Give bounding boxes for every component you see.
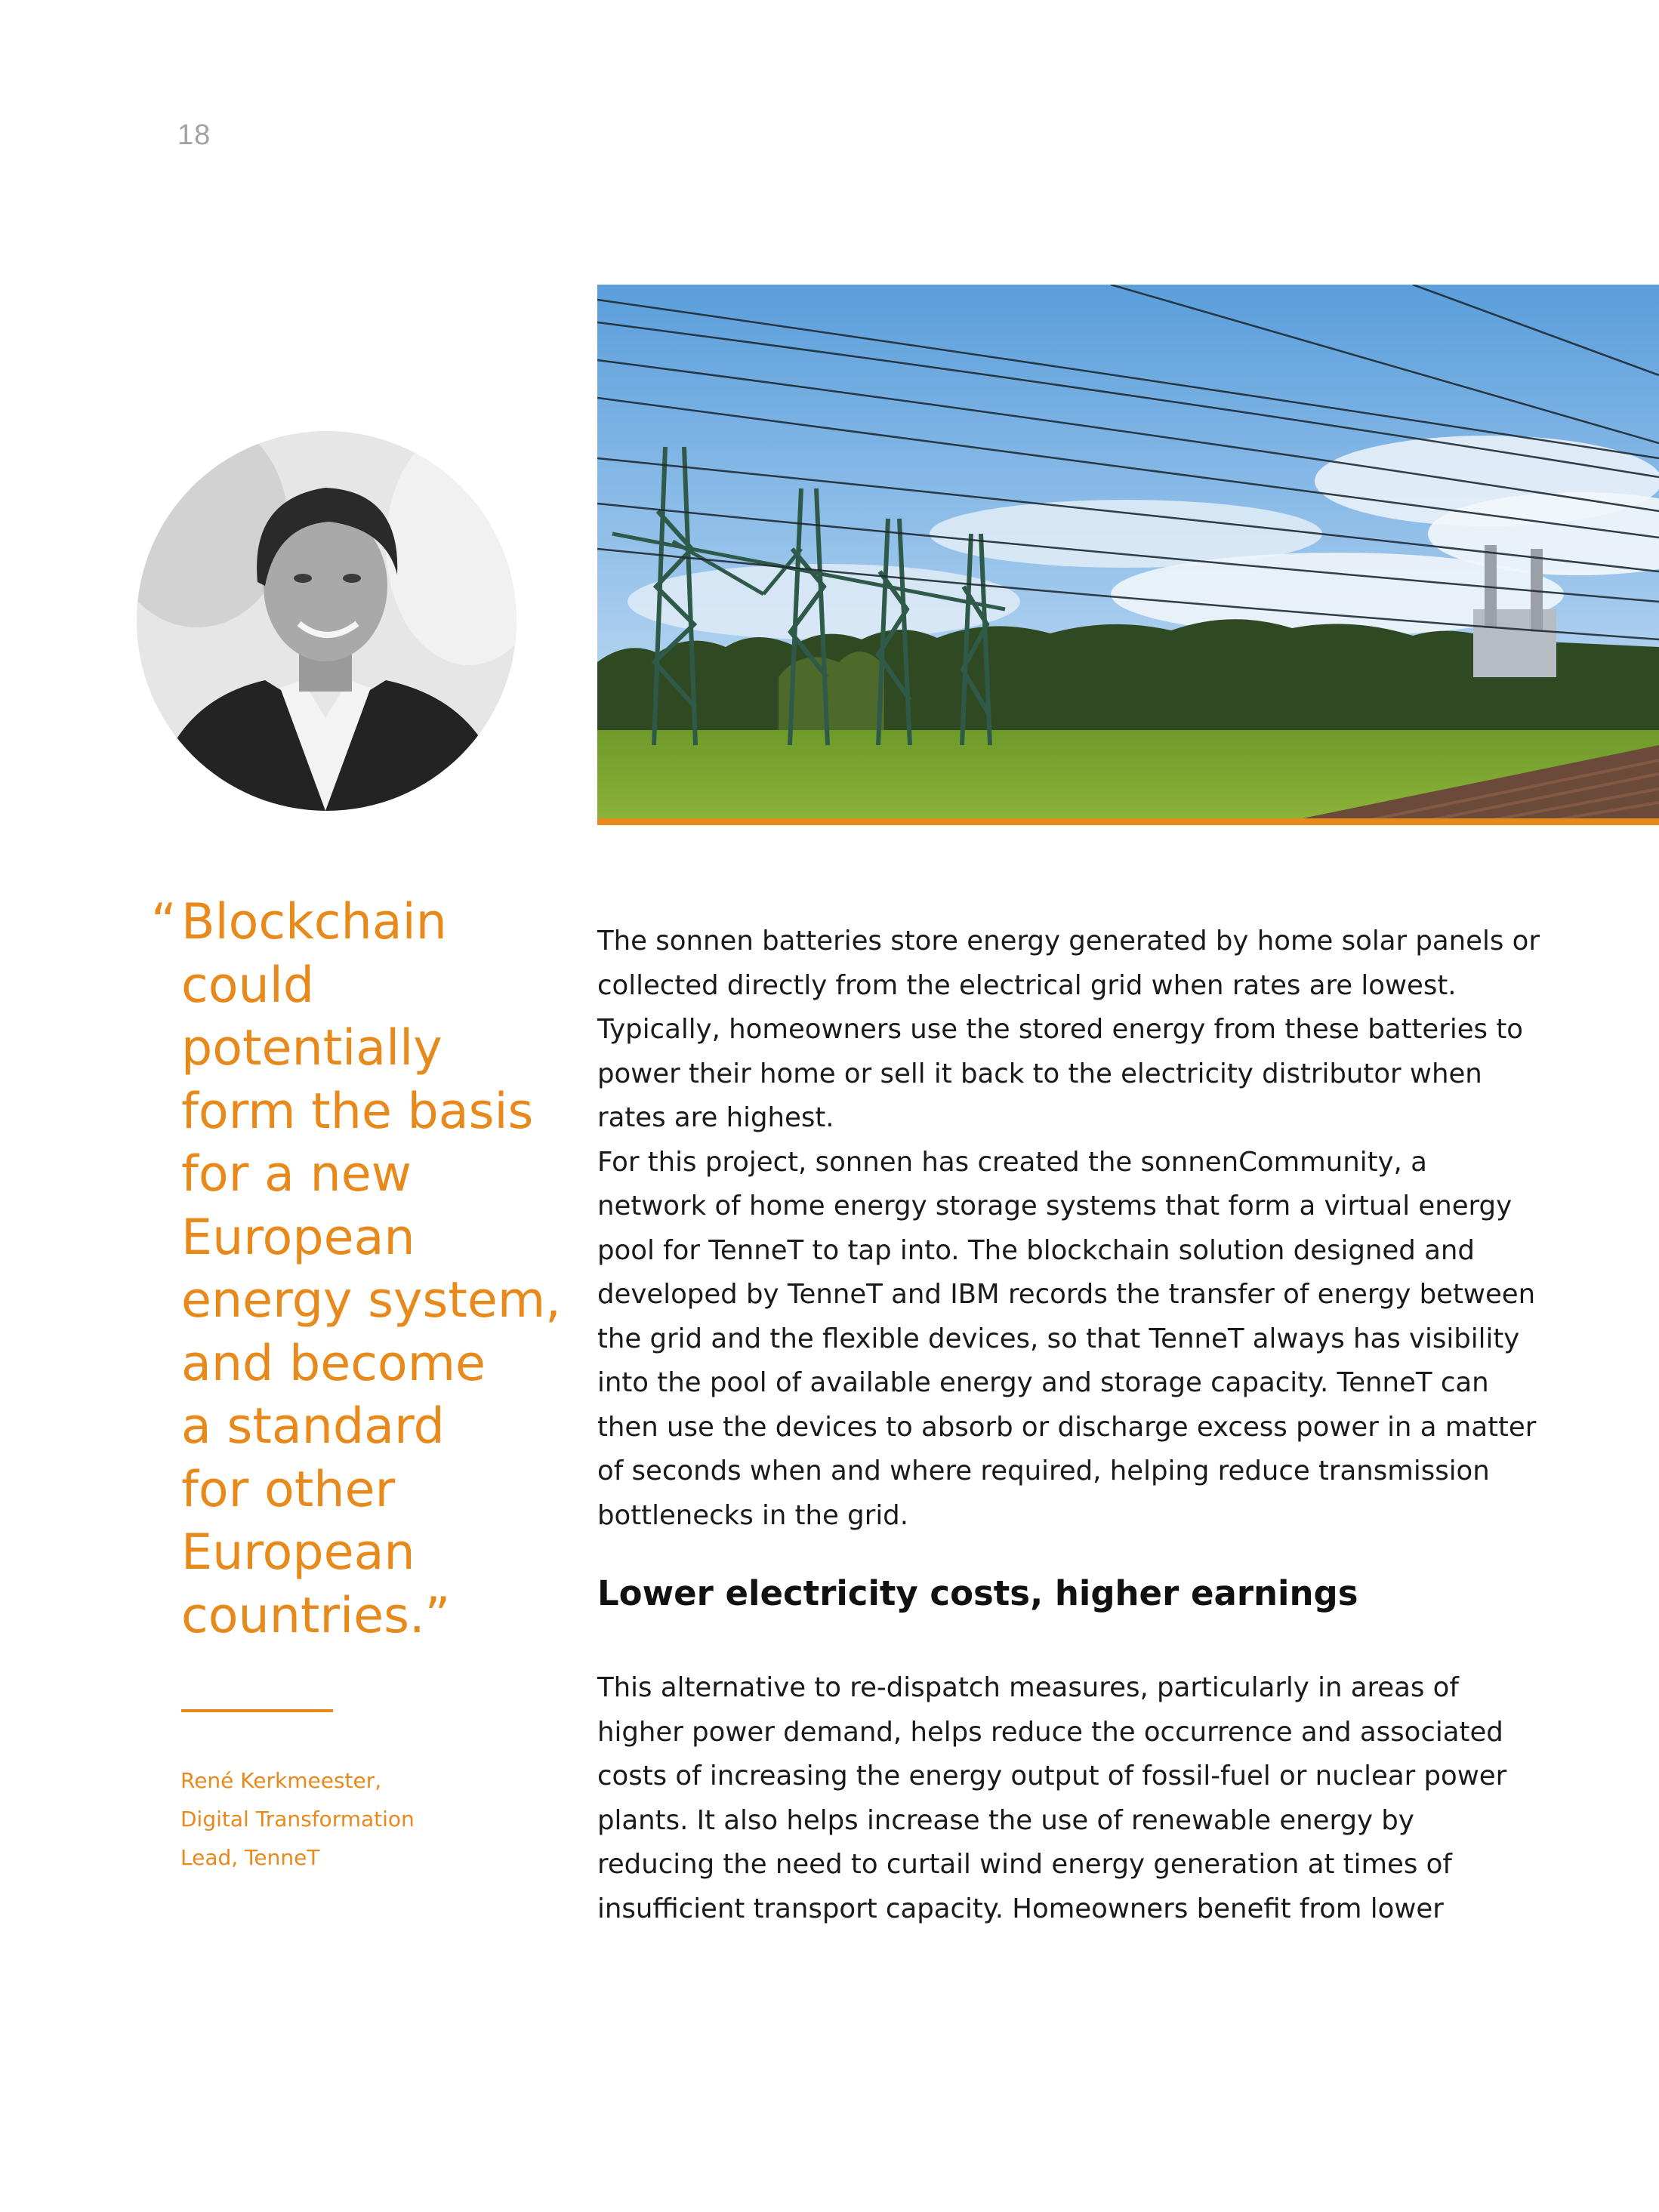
body-line: This alternative to re-dispatch measures, particularly in areas of [597, 1672, 1459, 1703]
attribution-title: Digital Transformation [180, 1807, 415, 1832]
page-number: 18 [177, 119, 211, 151]
landscape-photo [597, 285, 1659, 824]
body-line: network of home energy storage systems that form a virtual energy [597, 1191, 1513, 1222]
body-line: pool for TenneT to tap into. The blockchain solution designed and [597, 1234, 1475, 1266]
quote-line: for other [181, 1461, 396, 1518]
body-line: higher power demand, helps reduce the occurrence and associated [597, 1716, 1503, 1748]
quote-line: countries.” [181, 1587, 451, 1644]
body-line: reducing the need to curtail wind energy generation at times of [597, 1849, 1452, 1880]
body-line: The sonnen batteries store energy generated by home solar panels or [597, 926, 1540, 957]
speaker-portrait [137, 431, 517, 811]
quote-line: for a new [181, 1146, 412, 1203]
quote-line: Blockchain [181, 894, 447, 950]
body-line: Typically, homeowners use the stored energy from these batteries to [597, 1014, 1523, 1045]
body-line: power their home or sell it back to the electricity distributor when [597, 1058, 1482, 1089]
body-line: into the pool of available energy and storage capacity. TenneT can [597, 1367, 1489, 1398]
body-line: plants. It also helps increase the use of renewable energy by [597, 1804, 1414, 1836]
body-line: of seconds when and where required, helping reduce transmission [597, 1456, 1490, 1486]
quote-line: a standard [181, 1398, 445, 1455]
body-line: costs of increasing the energy output of fossil-fuel or nuclear power [597, 1761, 1507, 1791]
attribution-title: Lead, TenneT [180, 1845, 320, 1870]
quote-line: European [181, 1524, 415, 1581]
body-line: bottlenecks in the grid. [597, 1499, 908, 1531]
quote-line: form the basis [181, 1083, 534, 1140]
quote-line: energy system, [181, 1272, 561, 1329]
photo-accent-rule [597, 818, 1659, 825]
section-heading: Lower electricity costs, higher earnings [597, 1573, 1358, 1613]
body-line: insufficient transport capacity. Homeowners benefit from lower [597, 1893, 1444, 1924]
quote-line: European [181, 1209, 415, 1266]
body-paragraph-2 [597, 1666, 1526, 1931]
body-line: For this project, sonnen has created the sonnenCommunity, a [597, 1146, 1427, 1178]
body-line: collected directly from the electrical grid when rates are lowest. [597, 969, 1457, 1001]
quote-line: potentially [181, 1020, 443, 1077]
quote-line: and become [181, 1335, 486, 1392]
quote-line: could [181, 957, 315, 1014]
body-paragraph-1 [597, 920, 1540, 1538]
quote-divider [181, 1709, 333, 1712]
pull-quote [151, 891, 561, 1647]
body-line: rates are highest. [597, 1102, 834, 1133]
body-line: the grid and the flexible devices, so that TenneT always has visibility [597, 1323, 1520, 1354]
attribution-name: René Kerkmeester, [180, 1768, 382, 1793]
quote-attribution [180, 1761, 415, 1877]
body-line: then use the devices to absorb or discharge excess power in a matter [597, 1411, 1537, 1443]
body-line: developed by TenneT and IBM records the transfer of energy between [597, 1279, 1536, 1310]
quote-open-mark: “ [151, 894, 177, 950]
